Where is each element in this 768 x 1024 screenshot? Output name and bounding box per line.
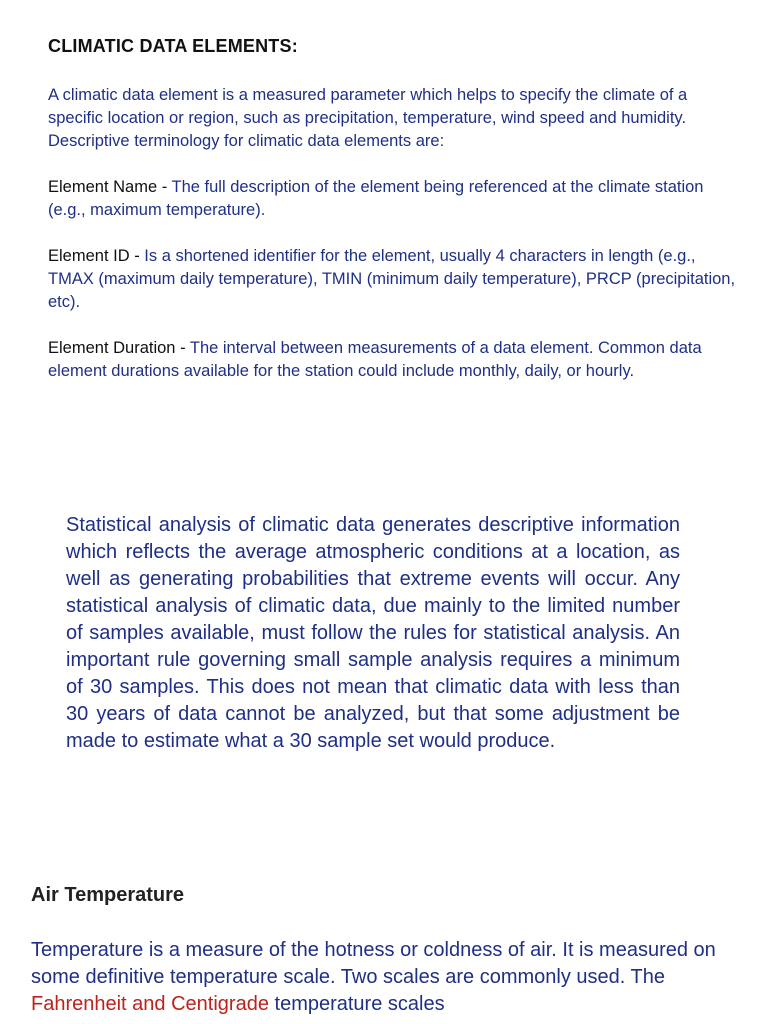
highlighted-scales: Fahrenheit and Centigrade <box>31 993 269 1015</box>
air-temperature-paragraph <box>31 937 731 1018</box>
statistics-paragraph: Statistical analysis of climatic data generates descriptive information which reflects the average atmospheric conditions at a location, as well as generating probabilities that extreme events will occur. Any statistical analysis of climatic data, due mainly to the limited number of samples available, must follow the rules for statistical analysis. An important rule governing small sample analysis requires a minimum of 30 samples. This does not mean that climatic data with less than 30 years of data cannot be analyzed, but that some adjustment be made to estimate what a 30 sample set would produce. <box>66 514 680 752</box>
definition-description: The interval between measurements of a data element. Common data element durations available for the station could include monthly, daily, or hourly. <box>48 339 702 380</box>
definition-separator: - <box>129 247 145 265</box>
element-duration-definition <box>48 337 738 383</box>
definition-term: Element ID <box>48 247 130 265</box>
intro-paragraph: A climatic data element is a measured parameter which helps to specify the climate of a specific location or region, such as precipitation, temperature, wind speed and humidity. Descriptive terminology for climatic data elements are: <box>48 86 688 150</box>
element-id-definition <box>48 245 738 314</box>
definition-description: Is a shortened identifier for the element, usually 4 characters in length (e.g., TMAX (maximum daily temperature), TMIN (minimum daily temperature), PRCP (precipitation, etc). <box>48 247 736 311</box>
definition-term: Element Name <box>48 178 158 196</box>
element-name-definition <box>48 176 738 222</box>
definition-description: The full description of the element being referenced at the climate station (e.g., maximum temperature). <box>48 178 704 219</box>
air-text-end: temperature scales <box>268 993 445 1015</box>
definition-separator: - <box>157 178 172 196</box>
section-heading-air-temperature: Air Temperature <box>31 884 185 906</box>
definition-separator: - <box>175 339 190 357</box>
definition-term: Element Duration <box>48 339 176 357</box>
air-text-start: Temperature is a measure of the hotness or coldness of air. It is measured on some definitive temperature scale. Two scales are commonly used. The <box>31 939 716 988</box>
page-heading: CLIMATIC DATA ELEMENTS: <box>48 36 298 56</box>
